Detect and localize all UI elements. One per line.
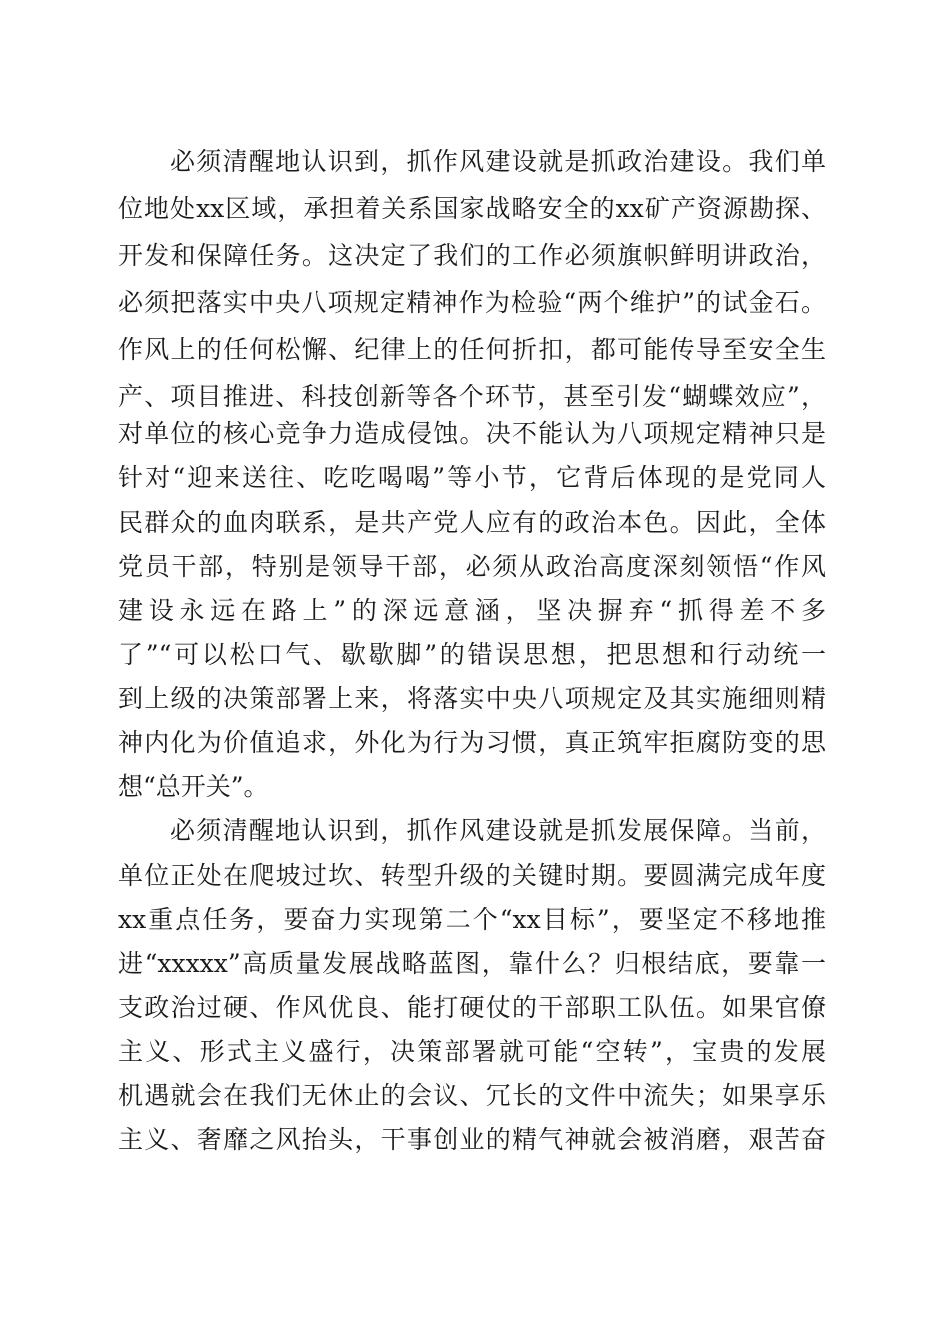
paragraph-1-line-6: 产、项目推进、科技创新等各个环节，甚至引发“蝴蝶效应”， [118,382,826,411]
paragraph-1-line-2: 位地处xx区域，承担着关系国家战略安全的xx矿产资源勘探、 [118,194,826,223]
paragraph-2-line-7: 机遇就会在我们无休止的会议、冗长的文件中流失；如果享乐 [118,1081,826,1110]
paragraph-2-line-5: 支政治过硬、作风优良、能打硬仗的干部职工队伍。如果官僚 [118,993,826,1022]
paragraph-1-line-13: 到上级的决策部署上来，将落实中央八项规定及其实施细则精 [118,684,826,713]
paragraph-2-line-4: 进“xxxxx”高质量发展战略蓝图，靠什么？归根结底，要靠一 [118,949,826,978]
paragraph-1-line-8: 针对“迎来送往、吃吃喝喝”等小节，它背后体现的是党同人 [118,463,826,492]
paragraph-1-line-14: 神内化为价值追求，外化为行为习惯，真正筑牢拒腐防变的思 [118,728,826,757]
paragraph-2-line-6: 主义、形式主义盛行，决策部署就可能“空转”，宝贵的发展 [118,1037,826,1066]
paragraph-1-line-9: 民群众的血肉联系，是共产党人应有的政治本色。因此，全体 [118,508,826,537]
paragraph-1-line-5: 作风上的任何松懈、纪律上的任何折扣，都可能传导至安全生 [118,335,826,364]
paragraph-1-line-10: 党员干部，特别是领导干部，必须从政治高度深刻领悟“作风 [118,552,826,581]
paragraph-1-line-11: 建设永远在路上”的深远意涵，坚决摒弃“抓得差不多 [118,596,826,625]
paragraph-2-line-8: 主义、奢靡之风抬头，干事创业的精气神就会被消磨，艰苦奋 [118,1125,826,1154]
paragraph-2-line-1: 必须清醒地认识到，抓作风建设就是抓发展保障。当前， [170,816,826,845]
paragraph-1-line-4: 必须把落实中央八项规定精神作为检验“两个维护”的试金石。 [118,288,826,317]
paragraph-1-line-12: 了”“可以松口气、歇歇脚”的错误思想，把思想和行动统一 [118,640,826,669]
paragraph-2-line-2: 单位正处在爬坡过坎、转型升级的关键时期。要圆满完成年度 [118,861,826,890]
paragraph-1-line-7: 对单位的核心竞争力造成侵蚀。决不能认为八项规定精神只是 [118,419,826,448]
paragraph-1-line-1: 必须清醒地认识到，抓作风建设就是抓政治建设。我们单 [170,147,826,176]
paragraph-2-line-3: xx重点任务，要奋力实现第二个“xx目标”，要坚定不移地推 [118,905,826,934]
paragraph-1-line-3: 开发和保障任务。这决定了我们的工作必须旗帜鲜明讲政治， [118,241,826,270]
paragraph-1-line-15: 想“总开关”。 [118,772,269,801]
